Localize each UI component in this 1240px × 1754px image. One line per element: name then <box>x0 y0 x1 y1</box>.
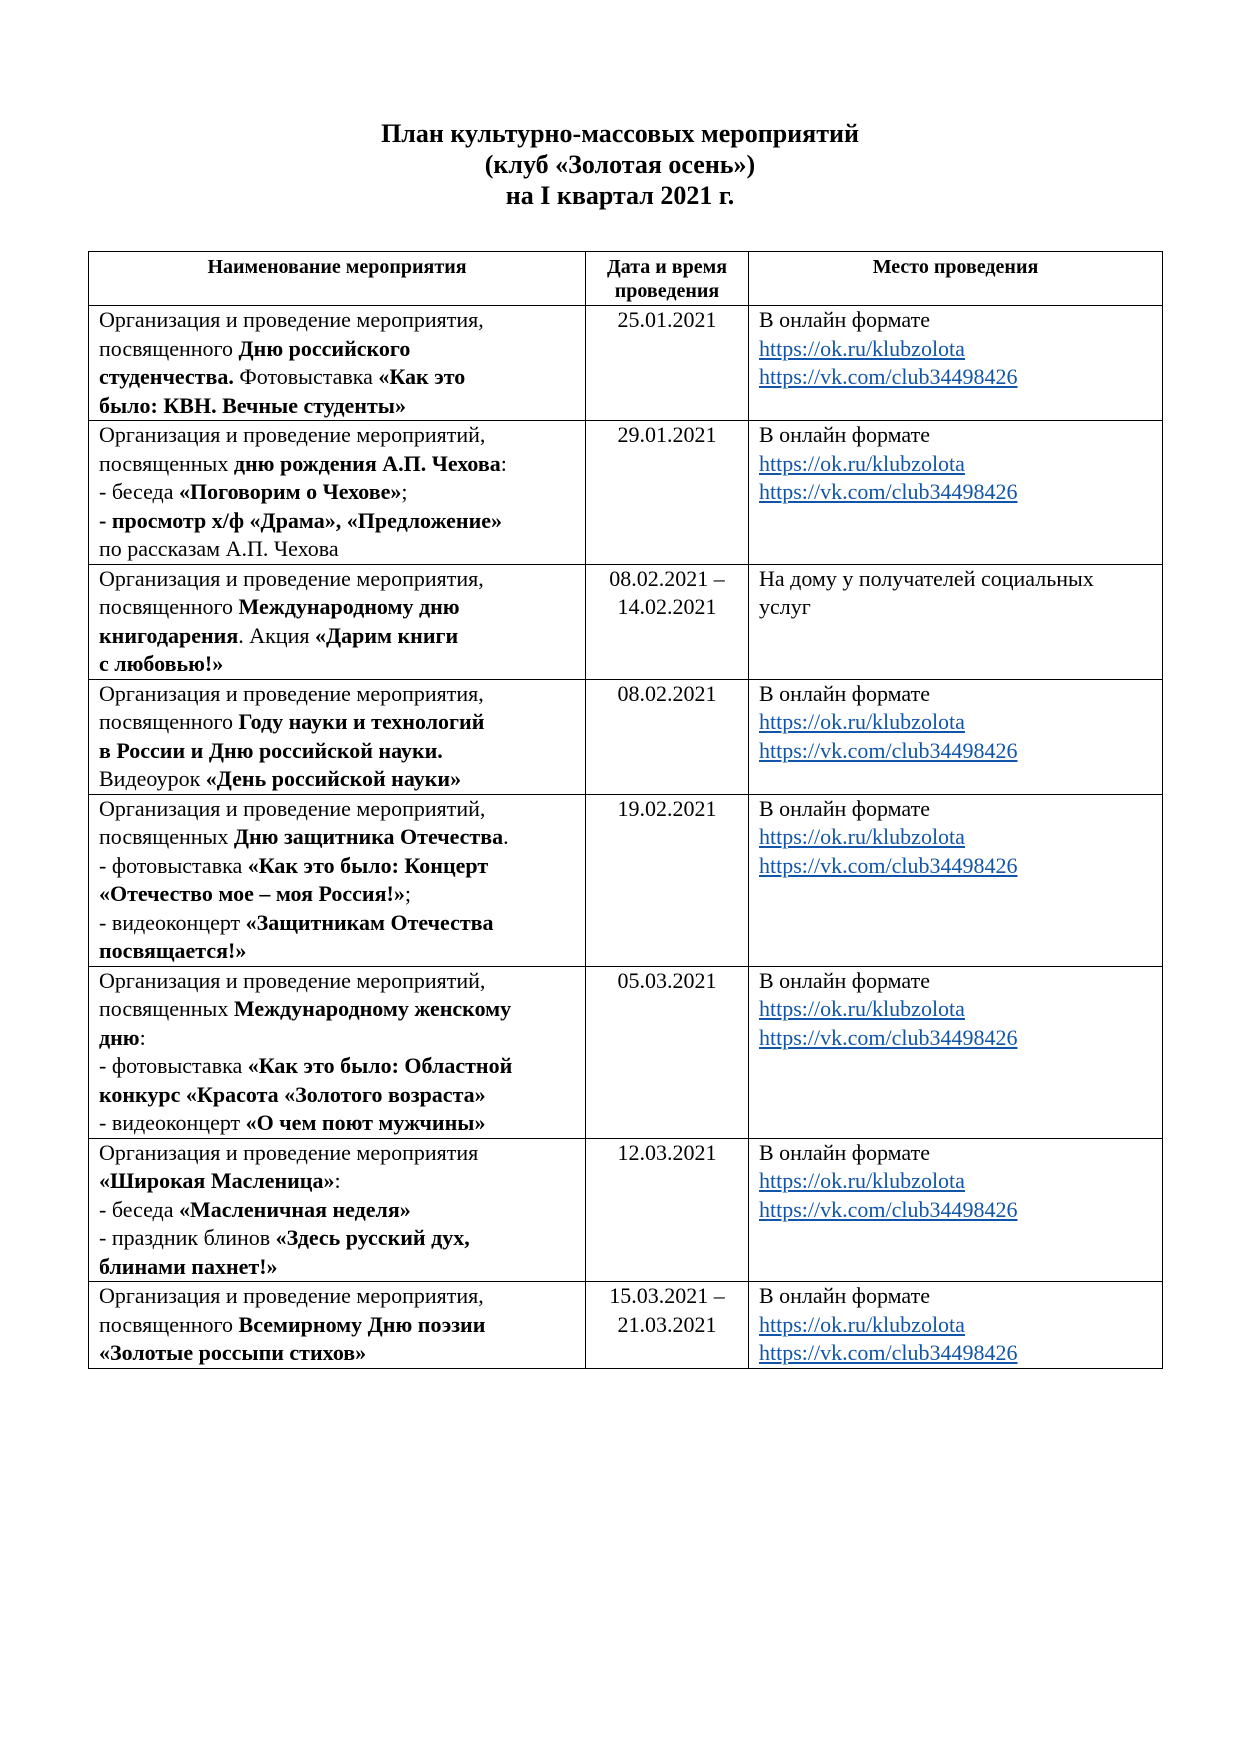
event-place-text: В онлайн формате <box>759 795 931 821</box>
event-name-text: посвященного <box>99 1311 239 1337</box>
vk-com-link[interactable]: https://vk.com/club34498426 <box>759 1024 1018 1050</box>
event-name-text: - фотовыставка <box>99 852 248 878</box>
event-name-bold-text: блинами пахнет!» <box>99 1253 278 1279</box>
ok-ru-link[interactable]: https://ok.ru/klubzolota <box>759 1311 965 1337</box>
ok-ru-link[interactable]: https://ok.ru/klubzolota <box>759 996 965 1021</box>
event-name-bold-text: «День российской науки» <box>205 766 462 791</box>
event-place-text: В онлайн формате <box>759 680 931 706</box>
event-date-cell <box>586 679 749 794</box>
event-name-bold-text: «Защитникам Отечества <box>245 909 494 935</box>
event-date-text: 12.03.2021 <box>617 1139 717 1165</box>
event-name-cell <box>89 421 586 565</box>
event-place-cell <box>749 679 1163 794</box>
event-name-bold-text: дню рождения А.П. Чехова <box>233 450 501 476</box>
table-row <box>89 966 1163 1138</box>
event-place-cell <box>749 564 1163 679</box>
event-name-bold-text: студенчества. <box>99 364 234 389</box>
event-name-line <box>99 593 575 622</box>
event-name-line <box>99 909 575 938</box>
vk-com-link[interactable]: https://vk.com/club34498426 <box>759 1196 1018 1222</box>
table-header-row <box>89 252 1163 306</box>
event-name-line <box>99 650 575 679</box>
header-event-name: Наименование мероприятия <box>89 252 586 306</box>
event-name-line <box>99 1339 575 1368</box>
event-name-cell <box>89 306 586 421</box>
vk-com-link[interactable]: https://vk.com/club34498426 <box>759 852 1018 878</box>
ok-ru-link[interactable]: https://ok.ru/klubzolota <box>759 709 965 734</box>
event-name-bold-text: «Отечество мое – моя Россия!» <box>99 881 405 906</box>
event-name-text: Организация и проведение мероприятия, <box>99 1283 484 1308</box>
event-date-text: 08.02.2021 <box>617 680 717 706</box>
event-place-text: В онлайн формате <box>759 307 931 332</box>
event-name-bold-text: было: КВН. Вечные студенты» <box>99 392 406 418</box>
header-place: Место проведения <box>749 252 1163 306</box>
event-name-line <box>99 852 575 881</box>
event-name-text: Организация и проведение мероприятий, <box>99 422 486 447</box>
vk-com-link[interactable]: https://vk.com/club34498426 <box>759 737 1018 763</box>
event-name-cell <box>89 966 586 1138</box>
event-name-text: посвященных <box>99 450 234 476</box>
event-date-cell <box>586 1138 749 1282</box>
event-place-text: В онлайн формате <box>759 422 931 447</box>
event-name-bold-text: «Как это <box>378 364 466 389</box>
event-date-cell <box>586 794 749 966</box>
event-name-line <box>99 1052 575 1081</box>
event-name-bold-text: Дню российского <box>238 335 411 361</box>
event-date-cell <box>586 966 749 1138</box>
event-place-cell <box>749 794 1163 966</box>
event-name-line <box>99 1109 575 1138</box>
event-name-cell <box>89 679 586 794</box>
event-name-line <box>99 708 575 737</box>
event-name-bold-text: посвящается!» <box>99 938 247 963</box>
event-name-text: : <box>500 450 507 476</box>
event-name-line <box>99 1139 575 1168</box>
event-name-cell <box>89 564 586 679</box>
event-date-cell <box>586 306 749 421</box>
table-row <box>89 679 1163 794</box>
event-name-line <box>99 421 575 450</box>
event-name-line <box>99 507 575 536</box>
event-name-text: : <box>334 1168 341 1193</box>
event-date-text: 25.01.2021 <box>617 307 717 332</box>
event-date-text: 05.03.2021 <box>617 967 717 993</box>
event-name-text: - видеоконцерт <box>99 1110 246 1135</box>
event-name-text: Организация и проведение мероприятия <box>99 1139 479 1165</box>
event-name-bold-text: Году науки и технологий <box>238 709 485 734</box>
title-line-3: на I квартал 2021 г. <box>505 181 735 210</box>
event-date-text: 29.01.2021 <box>617 422 717 447</box>
event-name-line <box>99 1024 575 1053</box>
event-name-line <box>99 765 575 794</box>
event-name-bold-text: «Поговорим о Чехове» <box>179 479 402 504</box>
event-name-text: . Акция <box>238 622 315 648</box>
event-name-text: - беседа <box>99 479 180 504</box>
event-name-text: - беседа <box>99 1196 180 1222</box>
event-name-bold-text: «Как это было: Областной <box>247 1053 513 1078</box>
event-name-line <box>99 1196 575 1225</box>
event-name-text: ; <box>404 881 411 906</box>
event-name-bold-text: «Широкая Масленица» <box>99 1168 335 1193</box>
event-name-bold-text: Дню защитника Отечества <box>233 824 504 849</box>
header-date: Дата и время проведения <box>586 252 749 306</box>
event-name-text: - фотовыставка <box>99 1053 248 1078</box>
event-name-line <box>99 1253 575 1282</box>
page-title <box>0 118 1240 211</box>
event-date-text: 08.02.2021 – <box>609 565 725 591</box>
event-name-text: Фотовыставка <box>233 364 379 389</box>
event-date-cell <box>586 421 749 565</box>
event-name-cell <box>89 1138 586 1282</box>
table-row <box>89 306 1163 421</box>
table-row <box>89 1282 1163 1369</box>
event-name-bold-text: с любовью!» <box>99 651 224 676</box>
event-name-line <box>99 937 575 966</box>
table-row <box>89 794 1163 966</box>
event-name-line <box>99 823 575 852</box>
event-name-bold-text: Международному дню <box>238 594 460 619</box>
event-name-line <box>99 335 575 364</box>
event-name-bold-text: «Золотые россыпи стихов» <box>99 1340 367 1365</box>
event-place-text: В онлайн формате <box>759 1283 931 1308</box>
event-name-bold-text: дню <box>99 1024 140 1050</box>
event-place-text: На дому у получателей социальных <box>759 565 1094 591</box>
vk-com-link[interactable]: https://vk.com/club34498426 <box>759 1340 1018 1365</box>
event-name-line <box>99 795 575 824</box>
table-row <box>89 421 1163 565</box>
event-place-text: В онлайн формате <box>759 1139 931 1165</box>
event-name-bold-text: в России и Дню российской науки. <box>99 737 443 763</box>
event-name-line <box>99 967 575 996</box>
event-date-text: 19.02.2021 <box>617 795 717 821</box>
event-date-cell <box>586 1282 749 1369</box>
event-name-bold-text: «Дарим книги <box>314 622 459 648</box>
event-name-text: : <box>139 1024 146 1050</box>
event-name-text: посвященного <box>99 335 239 361</box>
event-name-bold-text: конкурс «Красота «Золотого возраста» <box>99 1081 486 1107</box>
ok-ru-link[interactable]: https://ok.ru/klubzolota <box>759 824 965 849</box>
event-name-line <box>99 478 575 507</box>
event-place-cell <box>749 1282 1163 1369</box>
event-date-text: 21.03.2021 <box>617 1311 717 1337</box>
event-name-bold-text: «Как это было: Концерт <box>247 852 489 878</box>
title-line-2: (клуб «Золотая осень») <box>484 150 756 179</box>
event-name-text: - видеоконцерт <box>99 909 246 935</box>
event-name-line <box>99 450 575 479</box>
event-name-text: посвященных <box>99 824 234 849</box>
ok-ru-link[interactable]: https://ok.ru/klubzolota <box>759 335 965 361</box>
event-name-text: - праздник блинов <box>99 1225 276 1250</box>
event-date-text: 14.02.2021 <box>617 594 717 619</box>
event-name-bold-text: - просмотр х/ф «Драма», «Предложение» <box>99 507 503 533</box>
event-name-line <box>99 306 575 335</box>
event-name-line <box>99 1311 575 1340</box>
table-row <box>89 1138 1163 1282</box>
ok-ru-link[interactable]: https://ok.ru/klubzolota <box>759 450 965 476</box>
event-place-text: В онлайн формате <box>759 967 931 993</box>
event-name-line <box>99 392 575 421</box>
table-row <box>89 564 1163 679</box>
vk-com-link[interactable]: https://vk.com/club34498426 <box>759 479 1018 504</box>
event-place-text: услуг <box>759 594 811 619</box>
event-name-text: . <box>503 824 509 849</box>
event-name-bold-text: книгодарения <box>99 622 239 648</box>
event-name-line <box>99 995 575 1024</box>
event-name-line <box>99 535 575 564</box>
vk-com-link[interactable]: https://vk.com/club34498426 <box>759 364 1018 389</box>
event-name-line <box>99 363 575 392</box>
event-name-text: Организация и проведение мероприятий, <box>99 967 486 993</box>
event-place-cell <box>749 421 1163 565</box>
event-name-line <box>99 565 575 594</box>
event-name-bold-text: Международному женскому <box>233 996 512 1021</box>
event-name-text: Организация и проведение мероприятия, <box>99 565 484 591</box>
event-name-bold-text: Всемирному Дню поэзии <box>238 1311 486 1337</box>
event-name-line <box>99 1081 575 1110</box>
event-name-bold-text: «Здесь русский дух, <box>275 1225 470 1250</box>
event-name-text: Организация и проведение мероприятия, <box>99 307 484 332</box>
event-date-cell <box>586 564 749 679</box>
events-table <box>88 251 1163 1369</box>
event-name-line <box>99 737 575 766</box>
table-body <box>89 306 1163 1369</box>
event-name-text: Организация и проведение мероприятия, <box>99 680 484 706</box>
event-name-line <box>99 1224 575 1253</box>
event-name-cell <box>89 794 586 966</box>
event-name-line <box>99 1282 575 1311</box>
event-name-line <box>99 880 575 909</box>
event-name-text: посвященного <box>99 594 239 619</box>
event-name-cell <box>89 1282 586 1369</box>
event-date-text: 15.03.2021 – <box>609 1283 725 1308</box>
ok-ru-link[interactable]: https://ok.ru/klubzolota <box>759 1168 965 1193</box>
event-place-cell <box>749 1138 1163 1282</box>
title-line-1: План культурно-массовых мероприятий <box>381 119 859 148</box>
event-place-cell <box>749 306 1163 421</box>
event-name-text: посвященного <box>99 709 239 734</box>
event-name-line <box>99 622 575 651</box>
event-name-text: Организация и проведение мероприятий, <box>99 795 486 821</box>
event-name-text: Видеоурок <box>99 766 206 791</box>
event-place-cell <box>749 966 1163 1138</box>
event-name-bold-text: «О чем поют мужчины» <box>245 1110 486 1135</box>
event-name-bold-text: «Масленичная неделя» <box>179 1196 411 1222</box>
event-name-line <box>99 680 575 709</box>
event-name-line <box>99 1167 575 1196</box>
event-name-text: ; <box>401 479 408 504</box>
event-name-text: посвященных <box>99 996 234 1021</box>
event-name-text: по рассказам А.П. Чехова <box>99 536 339 561</box>
